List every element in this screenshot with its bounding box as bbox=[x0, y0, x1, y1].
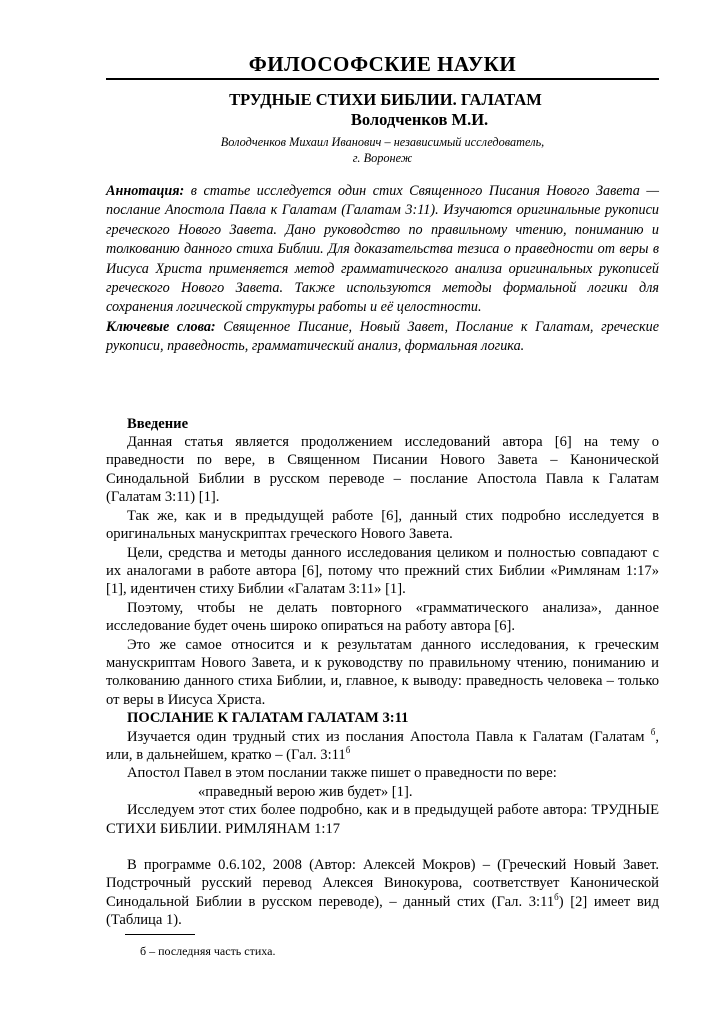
footnote-ref: б bbox=[650, 726, 656, 737]
paragraph: Апостол Павел в этом послании также пишет о праведности по вере: bbox=[127, 765, 557, 782]
paragraph: Изучается один трудный стих из послания Апостола Павла к Галатам (Галатам $^б$, или, в дальнейшем, кратко – (Гал. $3:11^б$ bbox=[106, 726, 659, 763]
keywords bbox=[106, 318, 659, 357]
footnote-ref: б bbox=[554, 891, 559, 902]
abstract-text: в статье исследуется один стих Священного Писания Нового Завета — послание Апостола Павла к Галатам (Галатам 3:11). Изучаются оригинальные рукописи греческого Нового Завета. Дано руководство по правильному чтению, пониманию и толкованию данного стиха Библии. Для доказательства тезиса о праведности от веры в Иисуса Христа применяется метод грамматического анализа оригинальных рукописей греческого Нового Завета. Также используются методы формальной логики для сохранения логической структуры работы и её целостности. bbox=[106, 183, 659, 316]
abstract-label: Аннотация: bbox=[106, 183, 185, 199]
spacer bbox=[106, 838, 659, 856]
intro-heading: Введение bbox=[127, 415, 189, 432]
footnote-rule bbox=[125, 934, 195, 935]
section-header: ФИЛОСОФСКИЕ НАУКИ bbox=[248, 52, 517, 76]
bible-quote: «праведный верою жив будет» [1]. bbox=[198, 783, 413, 800]
paragraph: В программе 0.6.102, 2008 (Автор: Алексей Мокров) – (Греческий Новый Завет. Подстрочный русский перевод Алексея Винокурова, соответствует Канонической Синодальной Библии в русском переводе), – данный стих (Гал. $3:11^б$) [2] имеет вид (Таблица 1). bbox=[106, 857, 660, 929]
spacer bbox=[106, 357, 659, 415]
body-text bbox=[106, 415, 659, 930]
page bbox=[106, 50, 659, 930]
paragraph: Поэтому, чтобы не делать повторного «грамматического анализа», данное исследование будет очень широко опираться на работу автора [6]. bbox=[106, 599, 659, 635]
footnote-ref: б bbox=[345, 745, 351, 756]
footnote: б – последняя часть стиха. bbox=[140, 944, 276, 958]
article-title: ТРУДНЫЕ СТИХИ БИБЛИИ. ГАЛАТАМ bbox=[229, 90, 542, 109]
section2-heading: ПОСЛАНИЕ К ГАЛАТАМ ГАЛАТАМ 3:11 bbox=[127, 710, 409, 727]
abstract bbox=[106, 182, 659, 318]
paragraph: Исследуем этот стих более подробно, как и в предыдущей работе автора: ТРУДНЫЕ СТИХИ БИБЛИИ. РИМЛЯНАМ 1:17 bbox=[106, 802, 659, 837]
keywords-label: Ключевые слова: bbox=[106, 318, 216, 335]
paragraph: Цели, средства и методы данного исследования целиком и полностью совпадают с их аналогами в работе автора [6], потому что прежний стих Библии «Римлянам 1:17» [1], идентичен стиху Библии «Галатам 3:11» [1]. bbox=[106, 544, 659, 598]
affiliation bbox=[106, 134, 659, 166]
header-rule bbox=[106, 78, 659, 80]
paragraph: Это же самое относится и к результатам данного исследования, к греческим манускриптам Нового Завета, и к руководству по правильному чтению, пониманию и толкованию данного стиха Библии, и, главное, к выводу: праведность человека – только от веры в Иисуса Христа. bbox=[106, 636, 659, 708]
paragraph: Данная статья является продолжением исследований автора [6] на тему о праведности по вере, в Священном Писании Нового Завета – Канонической Синодальной Библии в русском переводе – послание Апостола Павла к Галатам (Галатам 3:11) [1]. bbox=[106, 434, 659, 506]
paragraph: Так же, как и в предыдущей работе [6], данный стих подробно исследуется в оригинальных манускриптах греческого Нового Завета. bbox=[106, 507, 659, 543]
affiliation-line-2: г. Воронеж bbox=[352, 151, 413, 165]
author-name: Володченков М.И. bbox=[350, 110, 489, 129]
keywords-text: Священное Писание, Новый Завет, Послание к Галатам, греческие рукописи, праведность, грамматический анализ, формальная логика. bbox=[106, 318, 660, 355]
affiliation-line-1: Володченков Михаил Иванович – независимый исследователь, bbox=[220, 135, 545, 149]
